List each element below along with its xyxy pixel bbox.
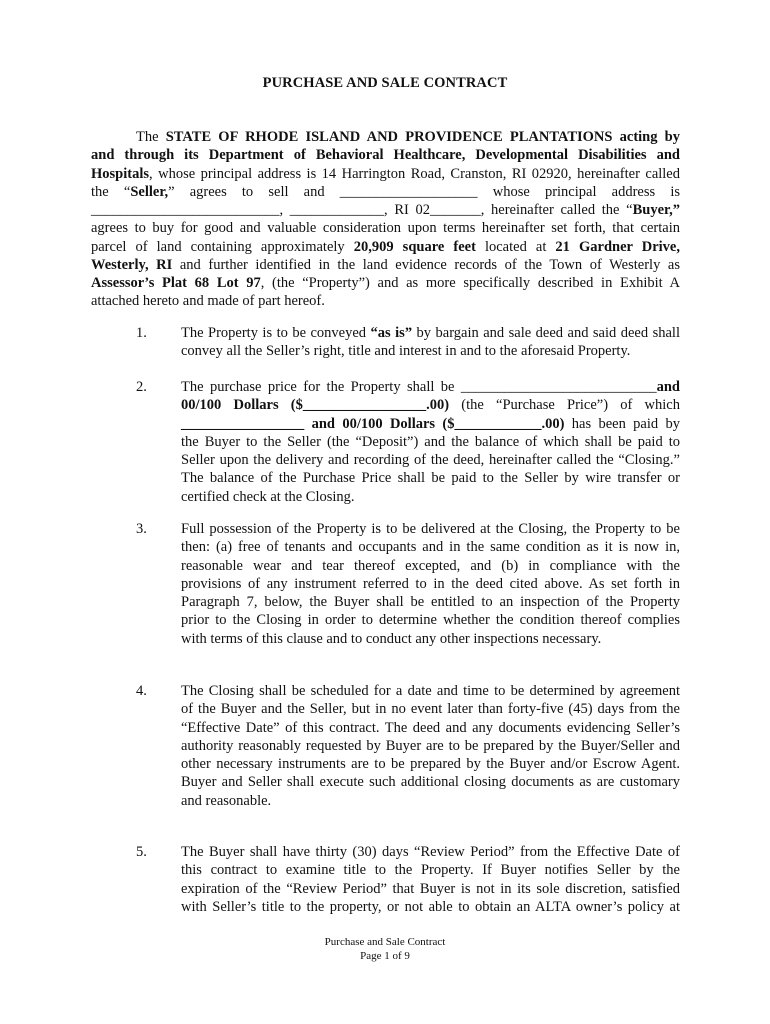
clause-line: this contract to examine title to the Property. If Buyer notifies Seller by the <box>181 862 680 879</box>
clause-line: The Property is to be conveyed “as is” by bargain and sale deed and said deed shall <box>181 325 680 341</box>
intro-line-8 <box>91 256 680 274</box>
intro-bold: Assessor’s Plat 68 Lot 97 <box>91 275 261 291</box>
intro-bold: 20,909 square feet <box>353 238 476 255</box>
clause-line: certified check at the Closing. <box>181 488 355 505</box>
clause-number: 1. <box>136 325 147 341</box>
clause-line: “Effective Date” of this contract. The deed and any documents evidencing Seller’s <box>181 719 680 736</box>
clause-line: The Buyer shall have thirty (30) days “Review Period” from the Effective Date of <box>181 844 680 860</box>
page-footer <box>0 935 770 963</box>
clause-line: with Seller’s title to the property, or not able to obtain an ALTA owner’s policy at <box>181 898 680 915</box>
clause-number: 2. <box>136 379 147 395</box>
intro-bold: 21 Gardner Drive, <box>555 238 680 255</box>
clause-number: 3. <box>136 521 147 537</box>
intro-text: agrees to buy for good and valuable consideration upon terms hereinafter set forth, that certain <box>91 220 680 237</box>
clause-line: of the Buyer and the Seller, but in no event later than forty-five (45) days from the <box>181 701 680 718</box>
intro-text: __________________________, _____________, RI 02_______, hereinafter called the “ <box>91 202 633 218</box>
intro-bold: STATE OF RHODE ISLAND AND PROVIDENCE PLANTATIONS acting by <box>165 129 680 145</box>
intro-line-9 <box>91 274 680 292</box>
clause-body <box>181 843 680 916</box>
clause-line: The balance of the Purchase Price shall be paid to the Seller by wire transfer or <box>181 470 680 487</box>
clause-body <box>181 324 680 361</box>
clause-body <box>181 682 680 810</box>
clause-line: expiration of the “Review Period” that Buyer is not in its sole discretion, satisfied <box>181 880 680 897</box>
clause-line: convey all the Seller’s right, title and interest in and to the aforesaid Property. <box>181 343 631 360</box>
intro-bold: Buyer,” <box>632 202 680 218</box>
clause-line: The Closing shall be scheduled for a date and time to be determined by agreement <box>181 683 680 699</box>
footer-title: Purchase and Sale Contract <box>324 936 446 948</box>
clause-line: Buyer and Seller shall execute such additional closing documents as are customary <box>181 774 680 791</box>
intro-text: the “ <box>91 183 131 200</box>
clause-number: 4. <box>136 683 147 699</box>
intro-text: The <box>136 129 166 145</box>
intro-bold: and through its Department of Behavioral Healthcare, Developmental Disabilities and <box>91 147 680 164</box>
clause-line: Seller upon the delivery and recording of the deed, hereinafter called the “Closing.” <box>181 452 680 468</box>
intro-line-3 <box>91 165 680 183</box>
intro-text: and further identified in the land evidence records of the Town of Westerly as <box>172 256 680 273</box>
intro-line-7 <box>91 238 680 256</box>
clause-line: other necessary instruments are to be prepared by the Buyer and/or Escrow Agent. <box>181 756 680 772</box>
clause-line: and reasonable. <box>181 792 272 809</box>
clause-line: authority reasonably requested by Buyer are to be prepared by the Buyer/Seller and <box>181 737 680 754</box>
document-title: PURCHASE AND SALE CONTRACT <box>262 75 508 91</box>
clause-body <box>181 520 680 648</box>
intro-line-1 <box>91 128 680 146</box>
clause-line: with terms of this clause and to conduct any other inspections necessary. <box>181 630 602 647</box>
intro-text: attached hereto and made of part hereof. <box>91 293 325 310</box>
intro-line-2 <box>91 146 680 164</box>
intro-text: parcel of land containing approximately <box>91 238 354 255</box>
intro-line-10 <box>91 292 680 310</box>
clause-line: Paragraph 7, below, the Buyer shall be entitled to an inspection of the Property <box>181 594 680 610</box>
intro-paragraph <box>91 128 680 311</box>
clause-line: The purchase price for the Property shall be ___________________________and <box>181 379 680 395</box>
intro-text: located at <box>475 238 556 255</box>
clause-line: then: (a) free of tenants and occupants and in the same condition as it is now in, <box>181 539 680 556</box>
clause-line: _________________ and 00/100 Dollars ($____________.00) has been paid by <box>181 415 680 432</box>
clause-line: 00/100 Dollars ($_________________.00) (the “Purchase Price”) of which <box>181 397 680 414</box>
intro-bold: Hospitals <box>91 165 150 182</box>
intro-bold: Westerly, RI <box>91 256 173 273</box>
page-number: Page 1 of 9 <box>360 950 410 962</box>
intro-bold: Seller, <box>130 183 169 200</box>
clause-line: prior to the Closing in order to determine whether the condition thereof complies <box>181 612 680 629</box>
intro-text: , (the “Property”) and as more specifically described in Exhibit A <box>260 275 681 291</box>
clause-body <box>181 378 680 506</box>
intro-line-5 <box>91 201 680 219</box>
intro-text: , whose principal address is 14 Harrington Road, Cranston, RI 02920, hereinafter called <box>149 165 680 182</box>
clause-number: 5. <box>136 844 147 860</box>
clause-line: reasonable wear and tear thereof excepted, and (b) in compliance with the <box>181 557 680 574</box>
clause-line: the Buyer to the Seller (the “Deposit”) and the balance of which shall be paid to <box>181 433 680 450</box>
intro-line-6 <box>91 219 680 237</box>
intro-line-4 <box>91 183 680 201</box>
clause-line: Full possession of the Property is to be delivered at the Closing, the Property to be <box>181 521 680 537</box>
clause-line: provisions of any instrument referred to in the deed cited above. As set forth in <box>181 575 680 592</box>
intro-text: ” agrees to sell and ___________________ whose principal address is <box>168 183 681 200</box>
